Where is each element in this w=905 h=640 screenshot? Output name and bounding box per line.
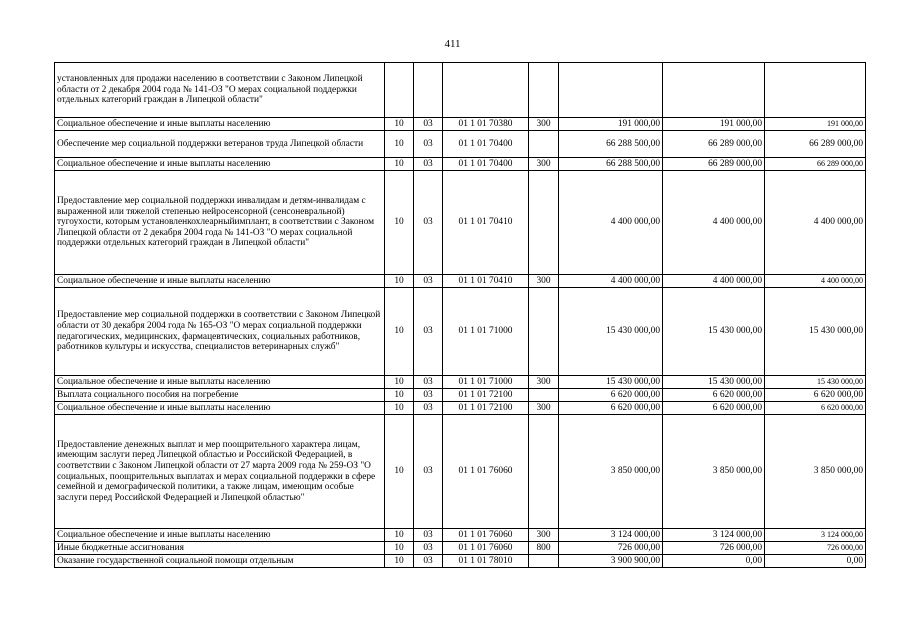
subsection-code-cell: 03 (414, 288, 443, 376)
amount-year1-cell: 6 620 000,00 (559, 402, 663, 415)
section-code-cell: 10 (385, 275, 414, 288)
table-row (55, 542, 866, 555)
row-name-cell: Предоставление мер социальной поддержки в соответствии с Законом Липецкой области от 30 декабря 2004 года № 165-ОЗ "О мерах социальной поддержки педагогических, медицинских, фармацевтических, социальных работников, работников культуры и искусства, специалистов ветеринарных служб" (55, 288, 385, 376)
amount-year3-cell: 3 124 000,00 (765, 529, 866, 542)
subsection-code-cell: 03 (414, 529, 443, 542)
target-article-cell: 01 1 01 72100 (443, 402, 529, 415)
subsection-code-cell: 03 (414, 389, 443, 402)
table-row (55, 275, 866, 288)
section-code-cell: 10 (385, 555, 414, 568)
row-name-cell: Социальное обеспечение и иные выплаты населению (55, 529, 385, 542)
amount-year2-cell: 4 400 000,00 (663, 171, 765, 275)
target-article-cell: 01 1 01 78010 (443, 555, 529, 568)
row-name-cell: Социальное обеспечение и иные выплаты населению (55, 402, 385, 415)
section-code-cell: 10 (385, 376, 414, 389)
amount-year3-cell: 3 850 000,00 (765, 415, 866, 529)
section-code-cell: 10 (385, 158, 414, 171)
amount-year2-cell: 6 620 000,00 (663, 389, 765, 402)
target-article-cell: 01 1 01 70400 (443, 131, 529, 158)
table-row (55, 63, 866, 118)
amount-year2-cell: 0,00 (663, 555, 765, 568)
amount-year3-cell: 66 289 000,00 (765, 158, 866, 171)
section-code-cell: 10 (385, 389, 414, 402)
amount-year1-cell: 726 000,00 (559, 542, 663, 555)
target-article-cell: 01 1 01 70380 (443, 118, 529, 131)
section-code-cell: 10 (385, 118, 414, 131)
expense-type-cell: 300 (529, 118, 559, 131)
amount-year3-cell: 6 620 000,00 (765, 402, 866, 415)
amount-year2-cell: 726 000,00 (663, 542, 765, 555)
amount-year2-cell (663, 63, 765, 118)
table-row (55, 415, 866, 529)
row-name-cell: Социальное обеспечение и иные выплаты населению (55, 118, 385, 131)
table-row (55, 288, 866, 376)
section-code-cell: 10 (385, 542, 414, 555)
expense-type-cell (529, 171, 559, 275)
expense-type-cell: 800 (529, 542, 559, 555)
amount-year3-cell: 726 000,00 (765, 542, 866, 555)
table-row (55, 131, 866, 158)
amount-year1-cell: 4 400 000,00 (559, 171, 663, 275)
amount-year3-cell: 4 400 000,00 (765, 171, 866, 275)
amount-year1-cell: 66 288 500,00 (559, 158, 663, 171)
target-article-cell: 01 1 01 71000 (443, 376, 529, 389)
table-row (55, 118, 866, 131)
amount-year2-cell: 3 124 000,00 (663, 529, 765, 542)
row-name-cell: Социальное обеспечение и иные выплаты населению (55, 275, 385, 288)
amount-year2-cell: 15 430 000,00 (663, 288, 765, 376)
expense-type-cell (529, 288, 559, 376)
target-article-cell: 01 1 01 72100 (443, 389, 529, 402)
table-body (55, 63, 866, 568)
table-row (55, 555, 866, 568)
budget-table (54, 62, 866, 568)
row-name-cell: Оказание государственной социальной помощи отдельным (55, 555, 385, 568)
page-number: 411 (444, 38, 461, 50)
section-code-cell: 10 (385, 171, 414, 275)
amount-year2-cell: 66 289 000,00 (663, 131, 765, 158)
table-row (55, 158, 866, 171)
subsection-code-cell: 03 (414, 415, 443, 529)
amount-year1-cell: 15 430 000,00 (559, 288, 663, 376)
section-code-cell: 10 (385, 288, 414, 376)
target-article-cell: 01 1 01 70410 (443, 275, 529, 288)
amount-year2-cell: 15 430 000,00 (663, 376, 765, 389)
expense-type-cell (529, 63, 559, 118)
table-row (55, 529, 866, 542)
subsection-code-cell: 03 (414, 555, 443, 568)
amount-year1-cell: 4 400 000,00 (559, 275, 663, 288)
amount-year2-cell: 191 000,00 (663, 118, 765, 131)
target-article-cell (443, 63, 529, 118)
expense-type-cell: 300 (529, 402, 559, 415)
expense-type-cell: 300 (529, 529, 559, 542)
expense-type-cell (529, 131, 559, 158)
amount-year3-cell: 6 620 000,00 (765, 389, 866, 402)
subsection-code-cell: 03 (414, 542, 443, 555)
expense-type-cell: 300 (529, 158, 559, 171)
amount-year1-cell: 3 850 000,00 (559, 415, 663, 529)
amount-year1-cell: 3 124 000,00 (559, 529, 663, 542)
expense-type-cell (529, 555, 559, 568)
amount-year3-cell: 15 430 000,00 (765, 288, 866, 376)
amount-year1-cell (559, 63, 663, 118)
subsection-code-cell: 03 (414, 171, 443, 275)
subsection-code-cell: 03 (414, 275, 443, 288)
subsection-code-cell: 03 (414, 402, 443, 415)
amount-year2-cell: 66 289 000,00 (663, 158, 765, 171)
target-article-cell: 01 1 01 70410 (443, 171, 529, 275)
target-article-cell: 01 1 01 76060 (443, 415, 529, 529)
table-row (55, 389, 866, 402)
row-name-cell: установленных для продажи населению в соответствии с Законом Липецкой области от 2 декабря 2004 года № 141-ОЗ "О мерах социальной поддержки отдельных категорий граждан в Липецкой области" (55, 63, 385, 118)
target-article-cell: 01 1 01 71000 (443, 288, 529, 376)
subsection-code-cell: 03 (414, 118, 443, 131)
table-row (55, 171, 866, 275)
amount-year3-cell (765, 63, 866, 118)
amount-year1-cell: 15 430 000,00 (559, 376, 663, 389)
section-code-cell (385, 63, 414, 118)
amount-year1-cell: 191 000,00 (559, 118, 663, 131)
table-row (55, 376, 866, 389)
section-code-cell: 10 (385, 529, 414, 542)
expense-type-cell: 300 (529, 376, 559, 389)
subsection-code-cell (414, 63, 443, 118)
amount-year1-cell: 6 620 000,00 (559, 389, 663, 402)
amount-year3-cell: 15 430 000,00 (765, 376, 866, 389)
target-article-cell: 01 1 01 76060 (443, 529, 529, 542)
row-name-cell: Социальное обеспечение и иные выплаты населению (55, 158, 385, 171)
table-row (55, 402, 866, 415)
amount-year3-cell: 191 000,00 (765, 118, 866, 131)
row-name-cell: Социальное обеспечение и иные выплаты населению (55, 376, 385, 389)
target-article-cell: 01 1 01 70400 (443, 158, 529, 171)
subsection-code-cell: 03 (414, 376, 443, 389)
row-name-cell: Обеспечение мер социальной поддержки ветеранов труда Липецкой области (55, 131, 385, 158)
target-article-cell: 01 1 01 76060 (443, 542, 529, 555)
row-name-cell: Предоставление мер социальной поддержки инвалидам и детям-инвалидам с выраженной или тяжелой степенью нейросенсорной (сенсоневральной) тугоухости, которым установленкохлеарныйимплант, в соответствии с Законом Липецкой области от 2 декабря 2004 года № 141-ОЗ "О мерах социальной поддержки отдельных категорий граждан в Липецкой области" (55, 171, 385, 275)
row-name-cell: Выплата социального пособия на погребение (55, 389, 385, 402)
amount-year3-cell: 4 400 000,00 (765, 275, 866, 288)
section-code-cell: 10 (385, 131, 414, 158)
subsection-code-cell: 03 (414, 158, 443, 171)
amount-year2-cell: 4 400 000,00 (663, 275, 765, 288)
section-code-cell: 10 (385, 415, 414, 529)
amount-year3-cell: 0,00 (765, 555, 866, 568)
amount-year3-cell: 66 289 000,00 (765, 131, 866, 158)
amount-year2-cell: 6 620 000,00 (663, 402, 765, 415)
expense-type-cell (529, 389, 559, 402)
section-code-cell: 10 (385, 402, 414, 415)
expense-type-cell (529, 415, 559, 529)
expense-type-cell: 300 (529, 275, 559, 288)
row-name-cell: Иные бюджетные ассигнования (55, 542, 385, 555)
amount-year2-cell: 3 850 000,00 (663, 415, 765, 529)
amount-year1-cell: 66 288 500,00 (559, 131, 663, 158)
row-name-cell: Предоставление денежных выплат и мер поощрительного характера лицам, имеющим заслуги перед Липецкой областью и Российской Федерацией, в соответствии с Законом Липецкой области от 27 марта 2009 года № 259-ОЗ "О социальных, поощрительных выплатах и мерах социальной поддержки в сфере семейной и демографической политики, а также лицам, имеющим особые заслуги перед Российской Федерацией и Липецкой областью" (55, 415, 385, 529)
amount-year1-cell: 3 900 900,00 (559, 555, 663, 568)
subsection-code-cell: 03 (414, 131, 443, 158)
